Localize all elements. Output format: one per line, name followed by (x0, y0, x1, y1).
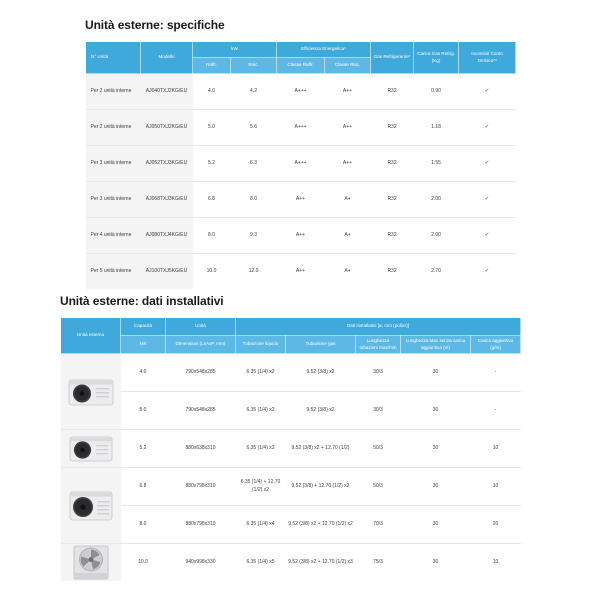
table-row (86, 254, 516, 290)
cell-charge: 1.18 (414, 110, 459, 146)
header-modello: Modello (141, 42, 193, 74)
cell-add-charge: 10 (471, 544, 521, 582)
header-kw: kW (121, 336, 166, 354)
cell-gas-pipe: 9.52 (3/8) x2 + 12.70 (1/2) x3 (286, 544, 356, 582)
cell-charge: 1.55 (414, 146, 459, 182)
cell-class-heat: A+ (325, 218, 371, 254)
cell-kw-heat: 8.0 (231, 182, 277, 218)
check-icon: ✓ (459, 74, 516, 110)
cell-max-length: 30 (401, 544, 471, 582)
cell-dimensions: 880x638x310 (166, 430, 236, 468)
cell-class-cool: A++ (277, 254, 325, 290)
cell-gas: R32 (371, 110, 414, 146)
cell-class-heat: A++ (325, 110, 371, 146)
cell-class-cool: A+++ (277, 146, 325, 182)
cell-class-cool: A+++ (277, 74, 325, 110)
cell-liquid-pipe: 6.35 (1/4) x2 (236, 392, 286, 430)
cell-gas: R32 (371, 182, 414, 218)
cell-kw: 10.0 (121, 544, 166, 582)
cell-max-length: 30 (401, 506, 471, 544)
install-table (60, 317, 521, 581)
header-group-capacita: Capacità (121, 318, 166, 336)
cell-class-cool: A++ (277, 182, 325, 218)
install-table-header (61, 318, 521, 354)
header-risc: Risc. (231, 58, 277, 74)
cell-kw-heat: 12.0 (231, 254, 277, 290)
table-row (61, 392, 521, 430)
cell-gas: R32 (371, 146, 414, 182)
cell-gas-pipe: 9.52 (3/8) x2 + 12.70 (1/2) x2 (286, 506, 356, 544)
check-icon: ✓ (459, 110, 516, 146)
cell-class-heat: A+ (325, 182, 371, 218)
header-group-dati-installativi: Dati installativi [ø, mm (pollici)] (236, 318, 521, 336)
header-n-unita: N° Unità (86, 42, 141, 74)
cell-unit-image (61, 544, 121, 582)
table-row (86, 182, 516, 218)
check-icon: ✓ (459, 218, 516, 254)
cell-charge: 2.00 (414, 182, 459, 218)
cell-max-length: 30 (401, 392, 471, 430)
cell-charge: 2.00 (414, 218, 459, 254)
cell-kw-cool: 5.0 (193, 110, 231, 146)
check-icon: ✓ (459, 182, 516, 218)
header-classe-raffr: Classe Raffr. (277, 58, 325, 74)
cell-units: Per 4 unità interne (86, 218, 141, 254)
cell-kw-cool: 5.2 (193, 146, 231, 182)
cell-pipe-length: 50/3 (356, 430, 401, 468)
table-row (86, 218, 516, 254)
cell-add-charge: - (471, 392, 521, 430)
cell-kw-heat: 9.3 (231, 218, 277, 254)
table-row (61, 354, 521, 392)
spec-table-header (86, 42, 516, 74)
cell-unit-image (61, 354, 121, 430)
cell-kw-cool: 6.8 (193, 182, 231, 218)
cell-class-heat: A+ (325, 254, 371, 290)
cell-dimensions: 790x548x285 (166, 392, 236, 430)
cell-charge: 2.70 (414, 254, 459, 290)
install-section (60, 294, 520, 581)
cell-gas: R32 (371, 74, 414, 110)
cell-class-cool: A+++ (277, 110, 325, 146)
header-carica-aggiuntiva: Carica aggiuntiva (g/m) (471, 336, 521, 354)
table-row (61, 544, 521, 582)
cell-kw: 8.0 (121, 506, 166, 544)
cell-add-charge: 10 (471, 430, 521, 468)
cell-model: AJ080TXJ4KG/EU (141, 218, 193, 254)
install-table-title: Unità esterne: dati installativi (60, 294, 224, 308)
cell-unit-image (61, 468, 121, 544)
outdoor-unit-large-image (61, 545, 121, 581)
header-dimensioni: Dimensioni (LxAxP, mm) (166, 336, 236, 354)
cell-class-heat: A++ (325, 146, 371, 182)
cell-pipe-length: 50/3 (356, 468, 401, 506)
header-gas-refrigerante: Gas Refrigerante* (371, 42, 414, 74)
cell-kw-heat: 4.2 (231, 74, 277, 110)
cell-kw: 6.8 (121, 468, 166, 506)
cell-liquid-pipe: 6.35 (1/4) x4 (236, 506, 286, 544)
header-group-unita: Unità (166, 318, 236, 336)
header-unita-esterna: Unità esterna (61, 318, 121, 354)
cell-kw: 5.0 (121, 392, 166, 430)
header-carica-gas: Carica Gas Refrig. (Kg) (414, 42, 459, 74)
cell-liquid-pipe: 6.35 (1/4) x3 (236, 430, 286, 468)
table-row (61, 468, 521, 506)
cell-units: Per 5 unità interne (86, 254, 141, 290)
table-row (61, 506, 521, 544)
cell-gas-pipe: 9.52 (3/8) x2 (286, 354, 356, 392)
cell-dimensions: 880x798x310 (166, 468, 236, 506)
spec-table-title: Unità esterne: specifiche (85, 18, 225, 32)
cell-add-charge: 20 (471, 506, 521, 544)
cell-units: Per 2 unità interne (86, 74, 141, 110)
cell-model: AJ068TXJ3KG/EU (141, 182, 193, 218)
cell-model: AJ100TXJ5KG/EU (141, 254, 193, 290)
cell-model: AJ050TXJ2KG/EU (141, 110, 193, 146)
cell-max-length: 30 (401, 354, 471, 392)
cell-add-charge: - (471, 354, 521, 392)
cell-kw-heat: 5.6 (231, 110, 277, 146)
cell-unit-image (61, 430, 121, 468)
header-lunghezza-max: Lunghezza Max senza carica aggiuntiva (m) (401, 336, 471, 354)
header-incentivi: Incentivi/ Conto Termico** (459, 42, 516, 74)
cell-class-cool: A++ (277, 218, 325, 254)
header-tubazione-gas: Tubazione gas (286, 336, 356, 354)
cell-liquid-pipe: 6.35 (1/4) x2 (236, 354, 286, 392)
check-icon: ✓ (459, 254, 516, 290)
cell-kw: 4.0 (121, 354, 166, 392)
cell-dimensions: 880x798x310 (166, 506, 236, 544)
cell-dimensions: 790x548x285 (166, 354, 236, 392)
table-row (86, 110, 516, 146)
cell-units: Per 2 unità interne (86, 110, 141, 146)
table-row (86, 74, 516, 110)
outdoor-unit-medium-image (61, 435, 121, 462)
cell-charge: 0.90 (414, 74, 459, 110)
cell-pipe-length: 70/3 (356, 506, 401, 544)
cell-units: Per 3 unità interne (86, 182, 141, 218)
cell-kw: 5.2 (121, 430, 166, 468)
table-row (61, 430, 521, 468)
cell-add-charge: 10 (471, 468, 521, 506)
cell-pipe-length: 30/3 (356, 354, 401, 392)
cell-gas-pipe: 9.52 (3/8) x2 (286, 392, 356, 430)
cell-kw-cool: 4.0 (193, 74, 231, 110)
cell-liquid-pipe: 6.35 (1/4) x5 (236, 544, 286, 582)
header-group-efficienza: Efficienza Energetica* (277, 42, 371, 58)
cell-model: AJ052TXJ3KG/EU (141, 146, 193, 182)
header-classe-risc: Classe Risc. (325, 58, 371, 74)
outdoor-unit-small-image (61, 378, 121, 406)
cell-gas-pipe: 9.52 (3/8) + 12.70 (1/2) x2 (286, 468, 356, 506)
cell-pipe-length: 30/3 (356, 392, 401, 430)
header-group-kw: kW (193, 42, 277, 58)
cell-kw-cool: 10.0 (193, 254, 231, 290)
cell-class-heat: A++ (325, 74, 371, 110)
cell-max-length: 30 (401, 468, 471, 506)
cell-gas: R32 (371, 218, 414, 254)
cell-gas-pipe: 9.52 (3/8) x2 + 12.70 (1/2) (286, 430, 356, 468)
spec-section (85, 18, 515, 289)
cell-model: AJ040TXJ2KG/EU (141, 74, 193, 110)
header-lunghezza-tubazioni: Lunghezza tubazioni max/min (356, 336, 401, 354)
cell-pipe-length: 75/3 (356, 544, 401, 582)
cell-kw-heat: 6.3 (231, 146, 277, 182)
cell-units: Per 3 unità interne (86, 146, 141, 182)
check-icon: ✓ (459, 146, 516, 182)
cell-max-length: 30 (401, 430, 471, 468)
cell-kw-cool: 8.0 (193, 218, 231, 254)
cell-dimensions: 940x998x330 (166, 544, 236, 582)
cell-liquid-pipe: 6.35 (1/4) + 12.70 (1/2) x2 (236, 468, 286, 506)
header-raffr: Raffr. (193, 58, 231, 74)
outdoor-unit-tall-image (61, 490, 121, 521)
spec-table (85, 41, 516, 289)
cell-gas: R32 (371, 254, 414, 290)
header-tubazione-liquido: Tubazione liquido (236, 336, 286, 354)
table-row (86, 146, 516, 182)
